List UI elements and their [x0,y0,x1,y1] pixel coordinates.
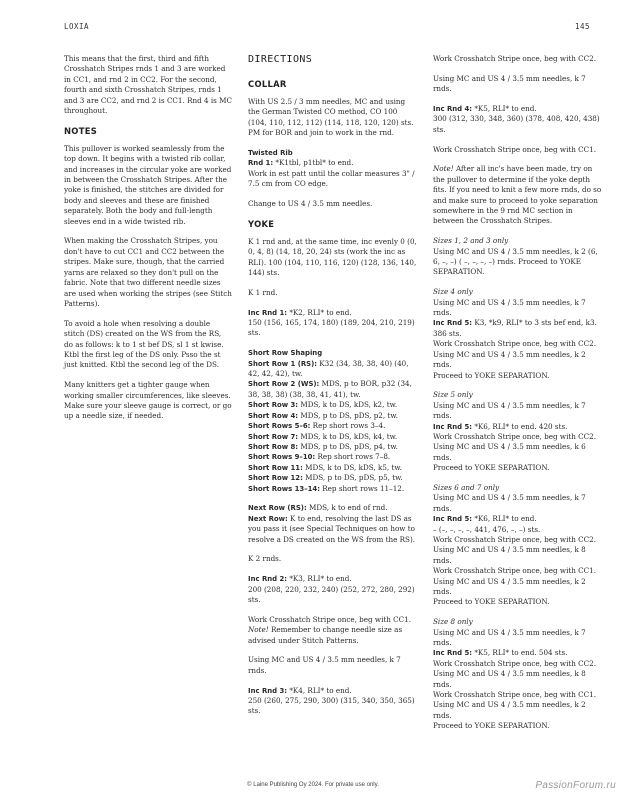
collar-text: With US 2.5 / 3 mm needles, MC and using the German Twisted CO method, CO 100 (104, 110, 112, 112) (114, 118, 120, 120) sts. PM for BOR and join to work in the rnd. [248,97,414,138]
inc-rnd-4: Inc Rnd 4: *K5, RLI* to end. [433,104,537,113]
using-mc: Using MC and US 4 / 3.5 mm needles, k 7 rnds. [433,73,586,94]
notes-heading: NOTES [64,125,98,136]
size-4-line: Using MC and US 4 / 3.5 mm needles, k 2 rnds. [433,349,586,370]
size-6-7-line: – (–, –, –, –, 441, 476, –, –) sts. [433,524,541,534]
size-6-7-label: Sizes 6 and 7 only [433,482,500,492]
notes-paragraph: This pullover is worked seamlessly from the top down. It begins with a twisted rib collar, and increases in the circular yoke are worked in between the Crosshatch Stripes. After the yoke is finished, the stitches are divided for body and sleeves and these are finished separately. Both the body and full-length sleeves end in a wide twisted rib. [64,143,232,226]
next-row-rs: Next Row (RS): MDS, k to end of rnd. [248,503,388,513]
short-row: Short Row 2 (WS): MDS, p to BOR, p32 (34, 38, 38, 38) (38, 38, 41, 41), tw. [248,379,412,399]
size-6-7-line: Using MC and US 4 / 3.5 mm needles, k 7 rnds. [433,493,586,513]
inc-rnd-3: Inc Rnd 3: *K4, RLI* to end. [248,685,352,695]
size-4-line: Proceed to YOKE SEPARATION. [433,370,550,380]
inc-rnd-1-sts: 150 (156, 165, 174, 180) (189, 204, 210, 219) sts. [248,318,415,338]
work-stripe-cc1: Work Crosshatch Stripe once, beg with CC1. [433,144,597,154]
note: Note! Remember to change needle size as advised under Stitch Patterns. [248,625,403,645]
short-row: Short Rows 13–14: Rep short rows 11–12. [248,483,405,493]
using-mc: Using MC and US 4 / 3.5 mm needles, k 7 rnds. [248,655,401,675]
short-row: Short Row 7: MDS, k to DS, kDS, k4, tw. [248,431,398,441]
size-6-7-line: Work Crosshatch Stripe once, beg with CC1. [433,566,597,576]
intro-paragraph: This means that the first, third and fifth Crosshatch Stripes rnds 1 and 3 are worked in CC1, and rnd 2 in CC2. For the second, fourth and sixth Crosshatch Stripes, rnds 1 and 3 are CC2, and rnd 2 is CC1. Rnd 4 is MC throughout. [64,54,232,116]
size-5-inc: Inc Rnd 5: *K6, RLI* to end. 420 sts. [433,421,568,431]
size-5-line: Using MC and US 4 / 3.5 mm needles, k 6 rnds. [433,442,586,462]
work-stripe-cc2: Work Crosshatch Stripe once, beg with CC2. [433,54,597,63]
short-row: Short Row 11: MDS, k to DS, kDS, k5, tw. [248,462,402,472]
short-row: Short Row 4: MDS, p to DS, pDS, p2, tw. [248,410,398,420]
twisted-rib-label: Twisted Rib [248,149,293,158]
short-row: Short Row 8: MDS, p to DS, pDS, p4, tw. [248,441,398,451]
size-8-line: Work Crosshatch Stripe once, beg with CC2. [433,658,597,668]
size-6-7-line: Work Crosshatch Stripe once, beg with CC2. [433,534,597,544]
size-4-line: Using MC and US 4 / 3.5 mm needles, k 7 rnds. [433,297,586,318]
size-4-inc: Inc Rnd 5: K3, *k9, RLI* to 3 sts bef end, k3. 386 sts. [433,318,597,338]
header-title: LOXIA [64,22,90,31]
size-6-7-inc: Inc Rnd 5: *K6, RLI* to end. [433,514,537,524]
size-8-line: Using MC and US 4 / 3.5 mm needles, k 8 rnds. [433,669,586,689]
size-8-line: Using MC and US 4 / 3.5 mm needles, k 2 rnds. [433,700,586,720]
size-4-label: Size 4 only [433,287,473,297]
notes-paragraph: To avoid a hole when resolving a double stitch (DS) created on the WS from the RS, do as follows: k to 1 st bef DS, sl 1 st kwise. Ktbl the first leg of the DS only. Psso the st just knitted. Ktbl the second leg of the DS. [64,318,224,370]
k1-rnd: K 1 rnd. [248,287,278,297]
yoke-heading: YOKE [248,218,275,229]
copyright-footer: © Laine Publishing Oy 2024. For private use only. [247,782,379,788]
note: Note! After all inc's have been made, try on the pullover to determine if the yoke depth fits. If you need to knit a few more rnds, do so and make sure to proceed to yoke separation somewhere in the 9 rnd MC section in between the Crosshatch Stripes. [433,164,602,226]
inc-rnd-2: Inc Rnd 2: *K3, RLI* to end. [248,574,352,584]
inc-rnd-1: Inc Rnd 1: *K2, RLI* to end. [248,307,352,317]
short-row-shaping-label: Short Row Shaping [248,349,323,358]
size-5-line: Proceed to YOKE SEPARATION. [433,463,550,473]
yoke-text: K 1 rnd and, at the same time, inc evenly 0 (0, 0, 4, 8) (14, 18, 20, 24) sts (work the inc as RLI). 100 (104, 110, 116, 120) (128, 136, 140, 144) sts. [248,236,417,278]
k2-rnds: K 2 rnds. [248,554,282,564]
sizes-1-2-3-label: Sizes 1, 2 and 3 only [433,236,509,246]
size-6-7-line: Proceed to YOKE SEPARATION. [433,597,550,607]
size-5-line: Using MC and US 4 / 3.5 mm needles, k 7 rnds. [433,400,586,421]
size-5-line: Work Crosshatch Stripe once, beg with CC2. [433,431,597,441]
short-row: Short Row 1 (RS): K32 (34, 38, 38, 40) (40, 42, 42, 42), tw. [248,358,409,379]
size-8-line: Using MC and US 4 / 3.5 mm needles, k 7 rnds. [433,627,586,648]
rnd1-continue: Work in est patt until the collar measures 3" / 7.5 cm from CO edge. [248,168,415,189]
notes-paragraph: Many knitters get a tighter gauge when working smaller circumferences, like sleeves. Make sure your sleeve gauge is correct, or go up a needle size, if needed. [64,380,232,421]
size-5-label: Size 5 only [433,390,473,400]
size-6-7-line: Using MC and US 4 / 3.5 mm needles, k 8 rnds. [433,545,586,565]
sizes-1-2-3-text: Using MC and US 4 / 3.5 mm needles, k 2 (6, 6, –, –) ( –, –, –, –) rnds. Proceed to YOKE SEPARATION. [433,246,598,277]
watermark: PassionForum.ru [535,780,616,791]
size-8-line: Work Crosshatch Stripe once, beg with CC1. [433,690,597,700]
directions-heading: DIRECTIONS [248,54,313,65]
page-number: 145 [574,22,590,31]
inc-rnd-2-sts: 200 (208, 220, 232, 240) (252, 272, 280, 292) sts. [248,584,415,604]
size-8-inc: Inc Rnd 5: *K5, RLI* to end. 504 sts. [433,648,568,658]
next-row: Next Row: K to end, resolving the last DS as you pass it (see Special Techniques on how to resolve a DS created on the WS from the RS). [248,513,416,544]
size-8-label: Size 8 only [433,617,473,627]
short-row: Short Row 12: MDS, p to DS, pDS, p5, tw. [248,473,403,483]
rnd1-line: Rnd 1: *K1tbl, p1tbl* to end. [248,158,354,168]
inc-rnd-3-sts: 250 (260, 275, 290, 300) (315, 340, 350, 365) sts. [248,695,415,716]
short-row: Short Rows 5–6: Rep short rows 3–4. [248,421,386,431]
size-8-line: Proceed to YOKE SEPARATION. [433,721,550,731]
collar-heading: COLLAR [248,79,287,89]
short-row: Short Row 3: MDS, k to DS, kDS, k2, tw. [248,400,398,410]
short-row: Short Rows 9–10: Rep short rows 7–8. [248,452,391,462]
inc-rnd-4-sts: 300 (312, 330, 348, 360) (378, 408, 420, 438) sts. [433,114,600,134]
change-needles: Change to US 4 / 3.5 mm needles. [248,199,373,209]
column-1 [64,54,232,431]
running-header [64,22,590,31]
work-stripe-cc1: Work Crosshatch Stripe once, beg with CC1. [248,614,412,624]
size-4-line: Work Crosshatch Stripe once, beg with CC2. [433,339,597,349]
notes-paragraph: When making the Crosshatch Stripes, you don't have to cut CC1 and CC2 between the stripes. Make sure, though, that the carried yarns are relaxed so they don't pull on the fabric. Note that two different needle sizes are used when working the stripes (see Stitch Patterns). [64,236,232,308]
size-6-7-line: Using MC and US 4 / 3.5 mm needles, k 2 rnds. [433,576,586,596]
column-3 [433,54,605,741]
column-2 [248,54,418,726]
